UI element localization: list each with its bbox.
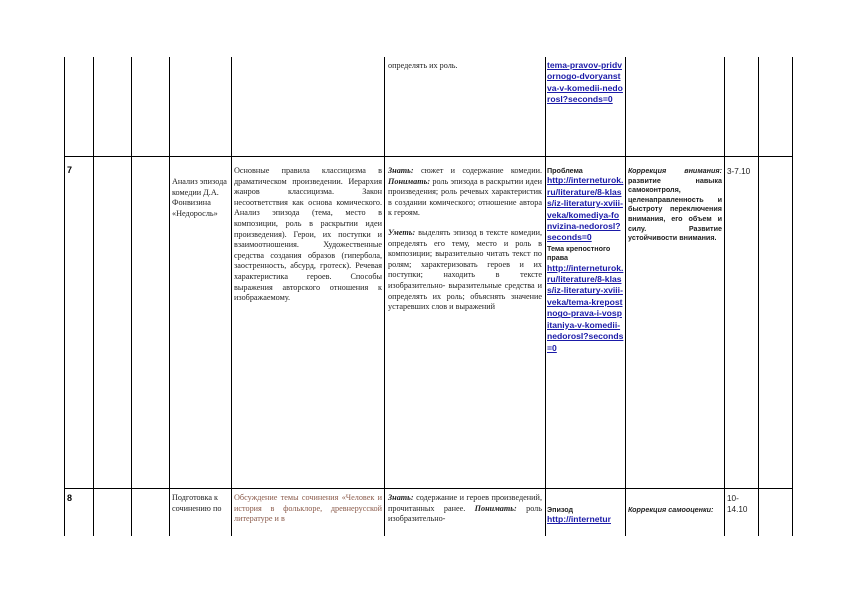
column-border: [384, 57, 385, 536]
correction-text: развитие навыка самоконтроля, целенаправленность и быстроту переключения внимания, его объем и силу. Развитие устойчивости внимания.: [628, 175, 722, 243]
correction-label: Коррекция внимания:: [628, 166, 722, 175]
skills-block: [388, 166, 542, 313]
column-border: [64, 57, 65, 536]
correction-label: Коррекция самооценки:: [628, 505, 714, 514]
resources-block: [547, 166, 624, 354]
resource-label: Тема крепостного права: [547, 243, 611, 263]
skills-continuation: определять их роль.: [388, 61, 458, 70]
resources-block: [547, 505, 624, 526]
resource-label: Эпизод: [547, 505, 574, 514]
understand-label: Понимать:: [474, 503, 517, 513]
column-border: [758, 57, 759, 536]
know-label: Знать:: [388, 166, 414, 175]
resource-link[interactable]: http://internetur: [547, 514, 611, 525]
resource-link[interactable]: http://interneturok.ru/literature/8-klass/iz-literatury-xviii-veka/komediya-fonvizina-nedorosl?seconds=0: [547, 175, 624, 243]
lesson-content: Основные правила классицизма в драматическом произведении. Иерархия жанров классицизма. Закон несоответствия как основа комического. Анализ эпизода (тема, место в композиции, роль в раскрытии идеи произведения). Герои, их поступки и взаимоотношения. Художественные средства создания образов (гипербола, заостренность, абсурд, гротеск). Речевая характеристика героев. Способы выражения авторского отношения к изображаемому.: [234, 166, 382, 303]
lesson-date: 3-7.10: [727, 167, 751, 176]
skills-block: [388, 493, 542, 525]
column-border: [625, 57, 626, 536]
correction-block: [628, 505, 722, 515]
resource-link[interactable]: tema-pravov-pridvornogo-dvoryanstva-v-komedii-nedorosl?seconds=0: [547, 60, 623, 105]
column-border: [93, 57, 94, 536]
can-label: Уметь:: [388, 227, 416, 237]
column-border: [169, 57, 170, 536]
column-border: [131, 57, 132, 536]
understand-text: роль изобразительно-: [388, 503, 542, 524]
know-label: Знать:: [388, 493, 414, 502]
lesson-title: Анализ эпизода комедии Д.А. Фонвизина «Недоросль»: [172, 177, 227, 218]
column-border: [792, 57, 793, 536]
correction-block: [628, 166, 722, 243]
know-text: сюжет и содержание комедии.: [421, 166, 543, 175]
column-border: [724, 57, 725, 536]
understand-text: роль эпизода в раскрытии идеи произведения; роль речевых характеристик в создании комического; отношение автора к героям.: [388, 176, 542, 218]
understand-label: Понимать:: [388, 176, 431, 186]
lesson-title: Подготовка к сочинению по: [172, 493, 222, 513]
row-number: 8: [67, 493, 73, 503]
can-text: выделять эпизод в тексте комедии, определять его тему, место и роль в композиции; выразительно читать текст по ролям; характеризовать героев и их поступки; находить в тексте изобразительно- выразительные средства и определять их роль; объяснять значение устаревших слов и выражений: [388, 227, 542, 312]
know-text: содержание и героев произведений, прочитанных ранее.: [388, 493, 542, 513]
resource-label: Проблема: [547, 166, 583, 175]
column-border: [545, 57, 546, 536]
row-border: [64, 156, 793, 157]
column-border: [231, 57, 232, 536]
row-border: [64, 488, 793, 489]
resource-link[interactable]: http://interneturok.ru/literature/8-klass/iz-literatury-xviii-veka/tema-krepostnogo-prava-i-vospitaniya-v-komedii-nedorosl?seconds=0: [547, 262, 624, 353]
lesson-date: 10-14.10: [727, 494, 748, 514]
row-number: 7: [67, 165, 73, 175]
lesson-content: Обсуждение темы сочинения «Человек и история в фольклоре, древнерусской литературе и в: [234, 493, 382, 524]
